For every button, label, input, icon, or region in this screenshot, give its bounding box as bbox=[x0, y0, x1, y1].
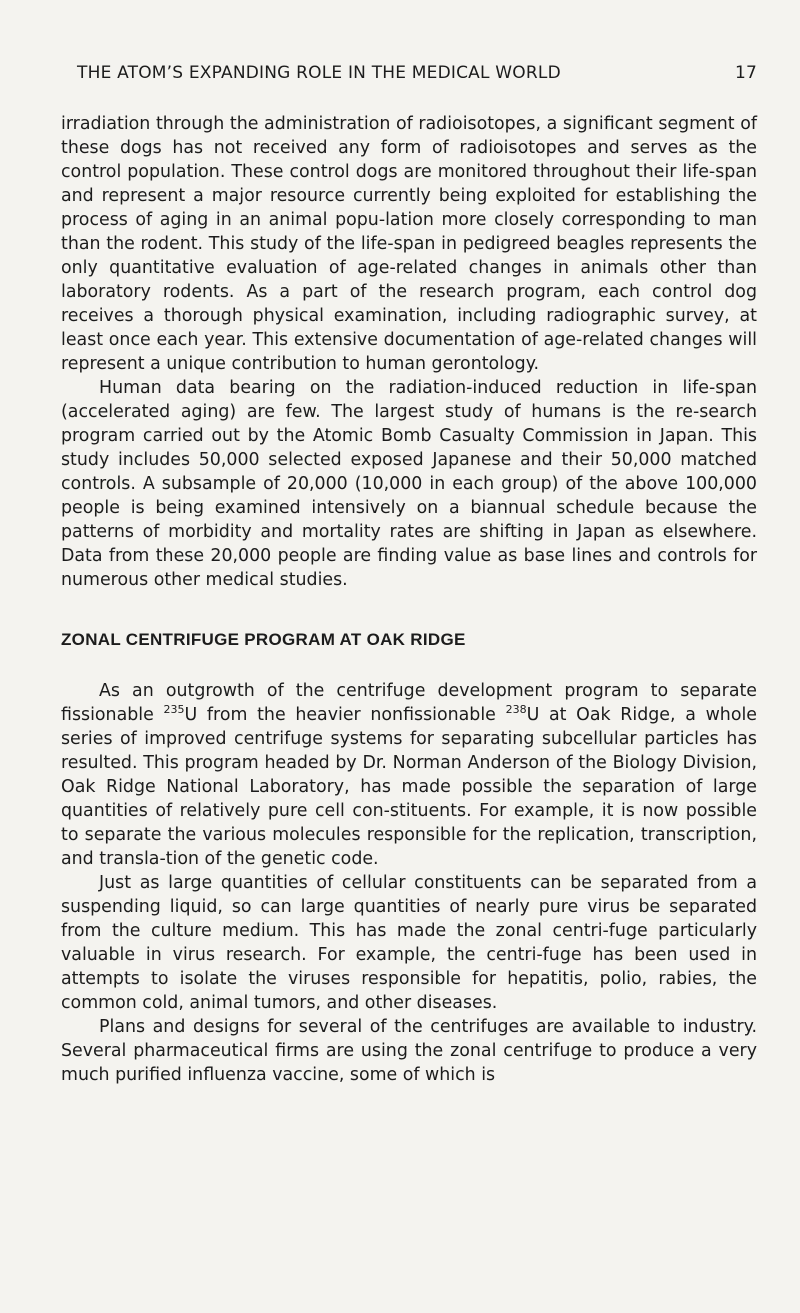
page-number: 17 bbox=[734, 63, 757, 83]
paragraph-3-text-a: As an outgrowth of the centrifuge development program to separate fissionable bbox=[61, 681, 757, 725]
paragraph-1: irradiation through the administration of radioisotopes, a significant segment of these dogs has not received any form of radioisotopes and serves as the control population. These control dogs are monitored throughout their life-span and represent a major resource currently being exploited for establishing the process of aging in an animal popu-lation more closely corresponding to man than the rodent. This study of the life-span in pedigreed beagles represents the only quantitative evaluation of age-related changes in animals other than laboratory rodents. As a part of the research program, each control dog receives a thorough physical examination, including radiographic survey, at least once each year. This extensive documentation of age-related changes will represent a unique contribution to human gerontology. bbox=[61, 114, 757, 374]
isotope-238-superscript: 238 bbox=[505, 703, 527, 717]
paragraph-5: Plans and designs for several of the centrifuges are available to industry. Several pharmaceutical firms are using the zonal centrifuge to produce a very much purified influenza vaccine, some of which is bbox=[61, 1017, 757, 1085]
paragraph-2: Human data bearing on the radiation-induced reduction in life-span (accelerated aging) are few. The largest study of humans is the re-search program carried out by the Atomic Bomb Casualty Commission in Japan. This study includes 50,000 selected exposed Japanese and their 50,000 matched controls. A subsample of 20,000 (10,000 in each group) of the above 100,000 people is being examined intensively on a biannual schedule because the patterns of morbidity and mortality rates are shifting in Japan as elsewhere. Data from these 20,000 people are finding value as base lines and controls for numerous other medical studies. bbox=[61, 378, 757, 590]
paragraph-3-text-b: U from the heavier nonfissionable bbox=[184, 705, 506, 725]
section-heading: ZONAL CENTRIFUGE PROGRAM AT OAK RIDGE bbox=[61, 630, 466, 649]
paragraph-4: Just as large quantities of cellular constituents can be separated from a suspending liquid, so can large quantities of nearly pure virus be separated from the culture medium. This has made the zonal centri-fuge particularly valuable in virus research. For example, the centri-fuge has been used in attempts to isolate the viruses responsible for hepatitis, polio, rabies, the common cold, animal tumors, and other diseases. bbox=[61, 873, 757, 1013]
running-head-title: THE ATOM’S EXPANDING ROLE IN THE MEDICAL WORLD bbox=[77, 63, 561, 83]
running-head bbox=[61, 58, 757, 88]
isotope-235-superscript: 235 bbox=[163, 703, 185, 717]
book-page bbox=[61, 58, 757, 1087]
paragraph-3 bbox=[61, 679, 757, 871]
paragraph-3-text-c: U at Oak Ridge, a whole series of improved centrifuge systems for separating subcellular particles has resulted. This program headed by Dr. Norman Anderson of the Biology Division, Oak Ridge National Laboratory, has made possible the separation of large quantities of relatively pure cell con-stituents. For example, it is now possible to separate the various molecules responsible for the replication, transcription, and transla-tion of the genetic code. bbox=[61, 705, 757, 869]
